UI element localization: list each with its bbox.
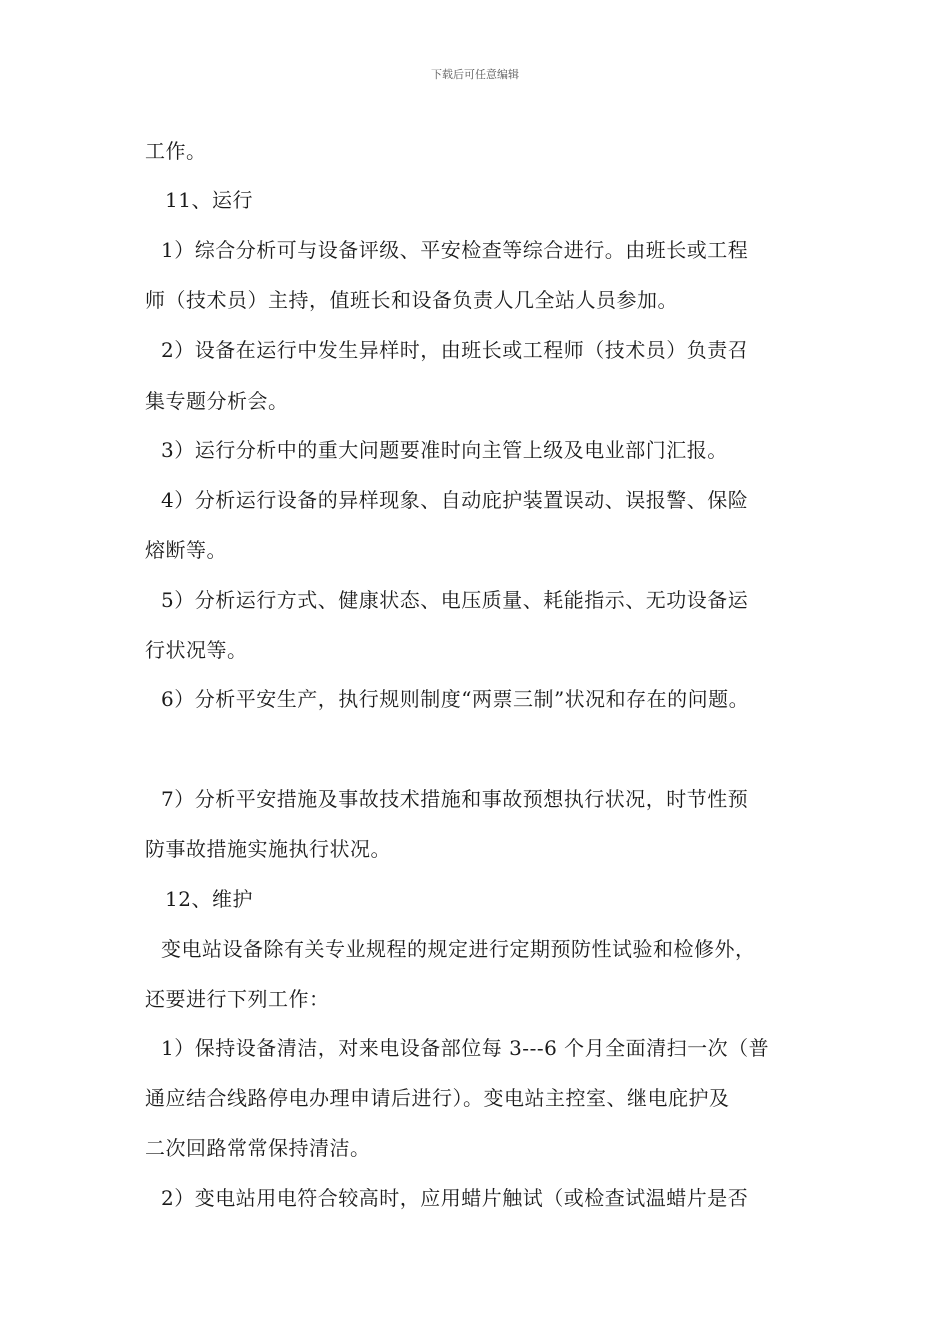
paragraph-line: 1）保持设备清洁，对来电设备部位每 3---6 个月全面清扫一次（普: [161, 1036, 770, 1060]
paragraph-line: 防事故措施实施执行状况。: [145, 837, 391, 861]
paragraph-line: 2）变电站用电符合较高时，应用蜡片触试（或检查试温蜡片是否: [161, 1186, 749, 1210]
paragraph-line: 二次回路常常保持清洁。: [145, 1136, 371, 1160]
paragraph-line: 1）综合分析可与设备评级、平安检查等综合进行。由班长或工程: [161, 238, 749, 262]
paragraph-line: 通应结合线路停电办理申请后进行）。变电站主控室、继电庇护及: [145, 1086, 730, 1110]
paragraph-line: 变电站设备除有关专业规程的规定进行定期预防性试验和检修外，: [161, 937, 756, 961]
paragraph-line: 2）设备在运行中发生异样时，由班长或工程师（技术员）负责召: [161, 338, 749, 362]
section-heading: 11、运行: [165, 188, 253, 212]
section-heading: 12、维护: [165, 887, 253, 911]
paragraph-line: 6）分析平安生产，执行规则制度“两票三制”状况和存在的问题。: [161, 687, 750, 711]
paragraph-line: 还要进行下列工作：: [145, 987, 330, 1011]
paragraph-line: 师（技术员）主持，值班长和设备负责人几全站人员参加。: [145, 288, 678, 312]
paragraph-line: 3）运行分析中的重大问题要准时向主管上级及电业部门汇报。: [161, 438, 728, 462]
paragraph-line: 5）分析运行方式、健康状态、电压质量、耗能指示、无功设备运: [161, 588, 749, 612]
paragraph-line: 熔断等。: [145, 538, 227, 562]
paragraph-line: 7）分析平安措施及事故技术措施和事故预想执行状况，时节性预: [161, 787, 749, 811]
paragraph-line: 集专题分析会。: [145, 389, 289, 413]
page-header: 下载后可任意编辑: [431, 68, 519, 81]
paragraph-line: 工作。: [145, 139, 207, 163]
paragraph-line: 4）分析运行设备的异样现象、自动庇护装置误动、误报警、保险: [161, 488, 749, 512]
paragraph-line: 行状况等。: [145, 638, 248, 662]
